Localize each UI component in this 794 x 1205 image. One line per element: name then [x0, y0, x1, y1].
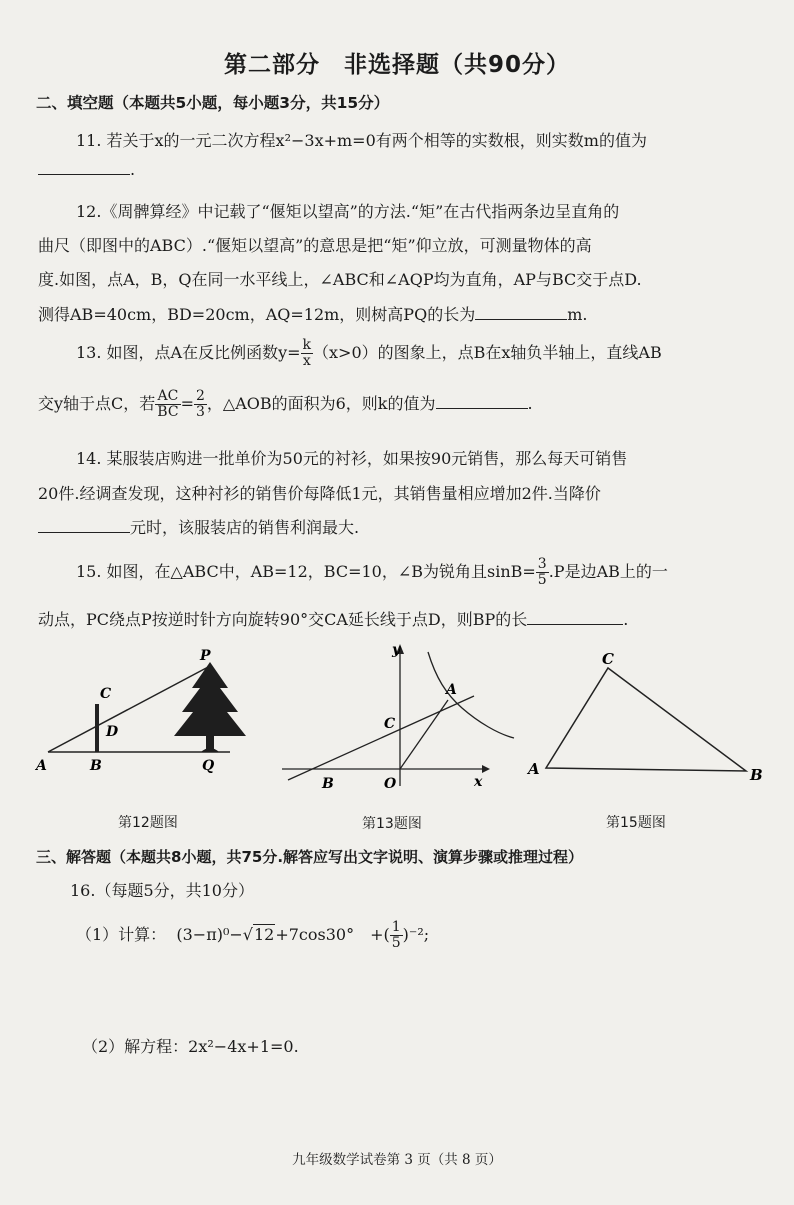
fig13-caption: 第13题图	[362, 816, 422, 832]
fig13-label-a: A	[446, 682, 457, 698]
q13-line1: 13. 如图，点A在反比例函数y= $\frac{k}{x}$ （x>0）的图象上，点B在x轴负半轴上，直线AB	[76, 337, 662, 369]
fig13-hyperbola	[428, 652, 514, 738]
q12-blank[interactable]	[475, 305, 567, 320]
q13-frac-2-3: $\frac{2}{3}$	[195, 388, 205, 420]
q13-blank[interactable]	[436, 394, 528, 409]
fig15-triangle	[546, 668, 746, 771]
fig13-label-b: B	[322, 776, 334, 792]
fig15-label-b: B	[750, 766, 763, 784]
fig13-label-c: C	[384, 716, 396, 732]
fig12-label-a: A	[36, 758, 47, 774]
q11-blank[interactable]	[38, 160, 130, 175]
section3-heading: 三、解答题（本题共8小题，共75分.解答应写出文字说明、演算步骤或推理过程）	[36, 848, 584, 866]
fig12-caption: 第12题图	[118, 815, 178, 831]
q12-line1: 12.《周髀算经》中记载了“偃矩以望高”的方法.“矩”在古代指两条边呈直角的	[76, 202, 620, 221]
fig12-label-q: Q	[202, 758, 215, 774]
q14-line2: 20件.经调查发现，这种衬衫的销售价每降低1元，其销售量相应增加2件.当降价	[38, 484, 601, 503]
fig13-line-ab	[288, 696, 474, 780]
q13-frac-ac-bc: $\frac{AC}{BC}$	[157, 388, 179, 420]
figure-13	[278, 640, 518, 792]
q15-blank[interactable]	[527, 610, 623, 625]
q12-line4: 测得AB=40cm，BD=20cm，AQ=12m，则树高PQ的长为 m.	[38, 305, 588, 324]
q13-frac-k: $\frac{k}{x}$	[302, 337, 312, 369]
q16-header: 16.（每题5分，共10分）	[70, 881, 254, 900]
q12-line3: 度.如图，点A，B，Q在同一水平线上，∠ABC和∠AQP均为直角，AP与BC交于点D.	[38, 270, 642, 289]
fig13-x-arrow	[482, 765, 490, 773]
q14-line1: 14. 某服装店购进一批单价为50元的衬衫，如果按90元销售，那么每天可销售	[76, 449, 628, 468]
page-footer: 九年级数学试卷第 3 页（共 8 页）	[292, 1152, 502, 1168]
fig12-label-p: P	[200, 648, 211, 664]
figure-12	[30, 640, 270, 780]
q16-part2: （2）解方程：2x²−4x+1=0.	[82, 1037, 299, 1056]
q11-line1: 11. 若关于x的一元二次方程x²−3x+m=0有两个相等的实数根，则实数m的值为	[76, 131, 647, 150]
q14-blank[interactable]	[38, 518, 130, 533]
fig12-label-b: B	[90, 758, 102, 774]
q15-line1: 15. 如图，在△ABC中，AB=12，BC=10，∠B为锐角且sinB= $\frac{3}{5}$ .P是边AB上的一	[76, 556, 668, 588]
sqrt-icon: √	[242, 925, 253, 944]
fig13-label-o: O	[384, 776, 397, 792]
fig15-label-c: C	[602, 650, 614, 668]
fig13-segment-oa	[400, 700, 448, 769]
q15-frac-3-5: $\frac{3}{5}$	[537, 556, 547, 588]
q14-line3: 元时，该服装店的销售利润最大.	[38, 515, 359, 538]
q12-line2: 曲尺（即图中的ABC）.“偃矩以望高”的意思是把“矩”仰立放，可测量物体的高	[38, 236, 592, 255]
q16-frac-1-5: $\frac{1}{5}$	[391, 919, 401, 951]
fig13-label-x: x	[474, 774, 483, 790]
section2-heading: 二、填空题（本题共5小题，每小题3分，共15分）	[36, 94, 390, 112]
q15-line2: 动点，PC绕点P按逆时针方向旋转90°交CA延长线于点D，则BP的长 .	[38, 610, 629, 629]
fig15-label-a: A	[528, 760, 540, 778]
page-title: 第二部分 非选择题（共90分）	[223, 52, 570, 78]
figure-15	[522, 640, 772, 790]
q16-part1: （1）计算： (3−π)⁰−√12+7cos30° +( $\frac{1}{5}$ )⁻²;	[76, 919, 430, 951]
q13-line2: 交y轴于点C，若 $\frac{AC}{BC}$ = $\frac{2}{3}$ ，△AOB的面积为6，则k的值为 .	[38, 388, 533, 420]
fig12-label-c: C	[100, 686, 112, 702]
fig12-label-d: D	[106, 724, 119, 740]
fig15-caption: 第15题图	[606, 815, 666, 831]
fig13-label-y: y	[392, 642, 401, 658]
fig12-ruler-bc	[95, 704, 99, 752]
fig12-tree-icon	[174, 662, 246, 752]
q11-answer-line: .	[38, 160, 135, 179]
